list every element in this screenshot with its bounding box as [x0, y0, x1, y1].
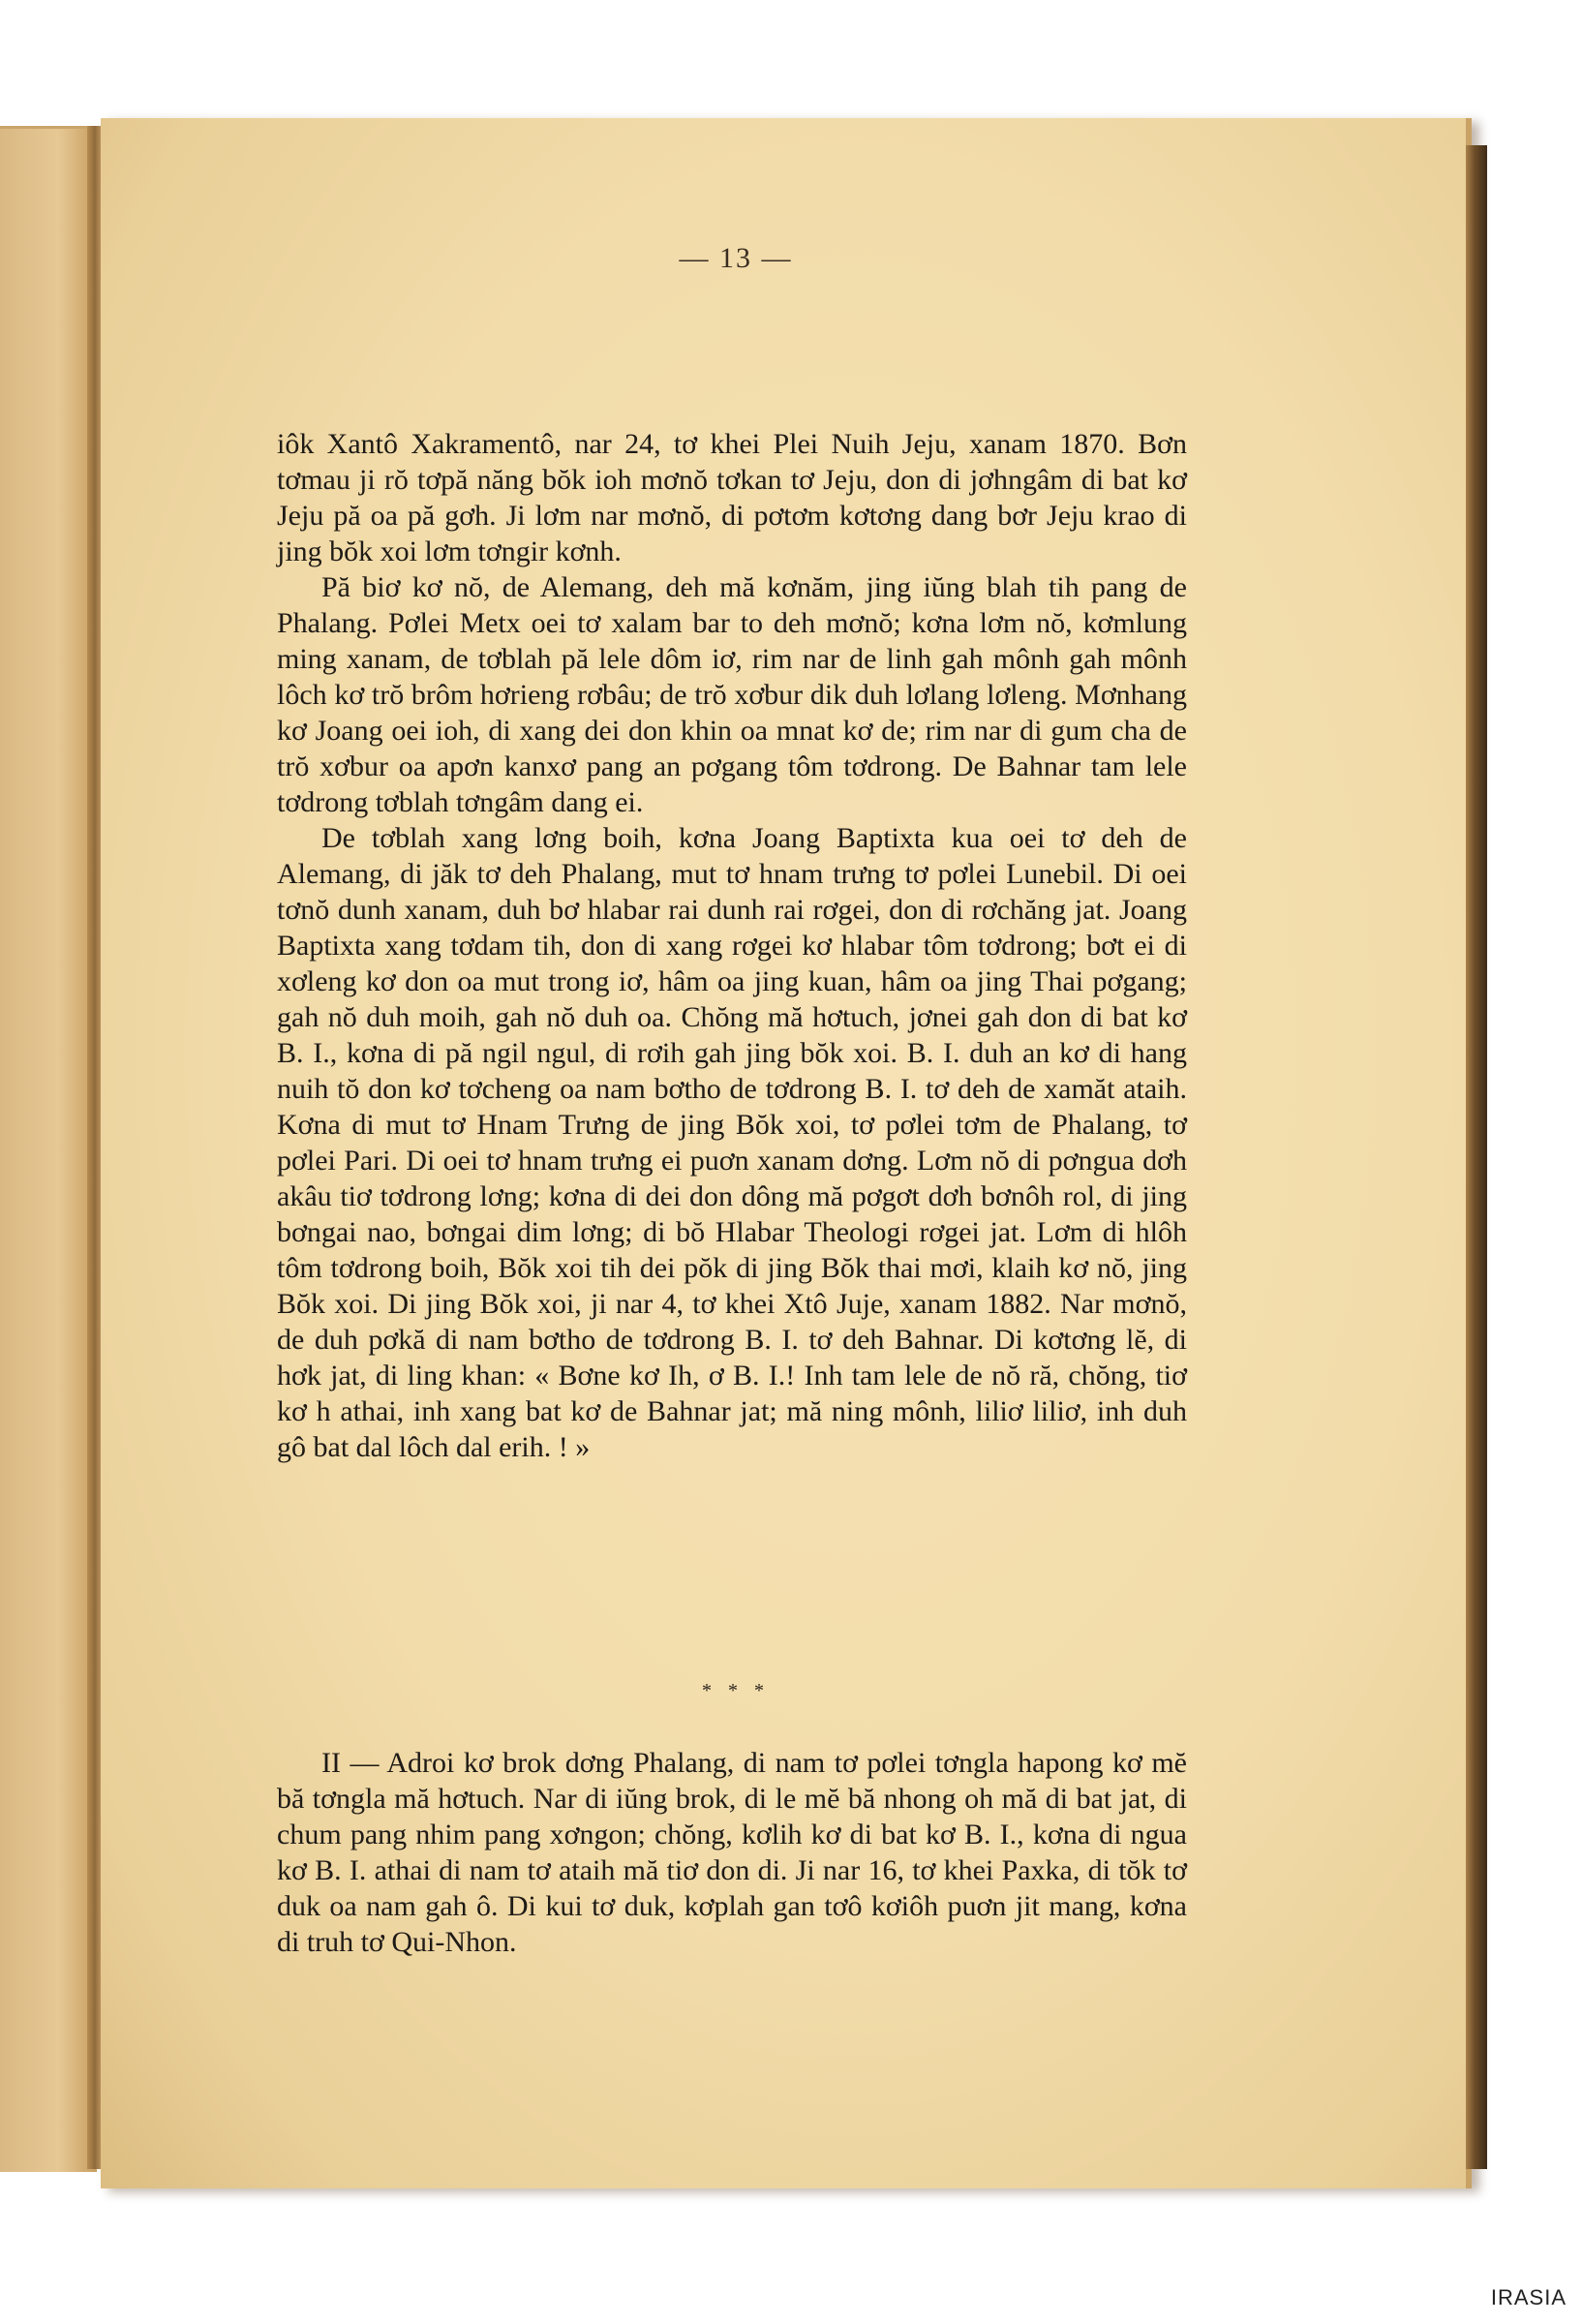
- page-stack-edge: [1466, 145, 1487, 2169]
- paragraph: De tơblah xang lơng boih, kơna Joang Baptixta kua oei tơ deh de Alemang, di jăk tơ deh Phalang, mut tơ hnam trưng tơ pơlei Lunebil. Di oei tơnŏ dunh xanam, duh bơ hlabar rai dunh rai rơgei, don di rơchăng jat. Joang Baptixta xang tơdam tih, don di xang rơgei kơ hlabar tôm tơdrong; bơt ei di xơleng kơ don oa mut trong iơ, hâm oa jing kuan, hâm oa jing Thai pơgang; gah nŏ duh moih, gah nŏ duh oa. Chŏng mă hơtuch, jơnei gah don di bat kơ B. I., kơna di pă ngil ngul, di rơih gah jing bŏk xoi. B. I. duh an kơ di hang nuih tŏ don kơ tơcheng oa nam bơtho de tơdrong B. I. tơ deh de xamăt ataih. Kơna di mut tơ Hnam Trưng de jing Bŏk xoi, tơ pơlei tơm de Phalang, tơ pơlei Pari. Di oei tơ hnam trưng ei puơn xanam dơng. Lơm nŏ di pơngua dơh akâu tiơ tơdrong lơng; kơna di dei don dông mă pơgơt dơh bơnôh rol, di jing bơngai nao, bơngai dim lơng; di bŏ Hlabar Theologi rơgei jat. Lơm di hlôh tôm tơdrong boih, Bŏk xoi tih dei pŏk di jing Bŏk thai mơi, klaih kơ nŏ, jing Bŏk xoi. Di jing Bŏk xoi, ji nar 4, tơ khei Xtô Juje, xanam 1882. Nar mơnŏ, de duh pơkă di nam bơtho de tơdrong B. I. tơ deh Bahnar. Di kơtơng lĕ, di hơk jat, di ling khan: « Bơne kơ Ih, ơ B. I.! Inh tam lele de nŏ ră, chŏng, tiơ kơ h athai, inh xang bat kơ de Bahnar jat; mă ning mônh, liliơ liliơ, inh duh gô bat dal lôch dal erih. ! »: [277, 822, 1187, 1463]
- main-text-block: [277, 426, 1187, 1465]
- adjacent-page-edge: [0, 126, 97, 2172]
- paragraph: Pă biơ kơ nŏ, de Alemang, deh mă kơnăm, jing iŭng blah tih pang de Phalang. Pơlei Metx oei tơ xalam bar to deh mơnŏ; kơna lơm nŏ, kơmlung ming xanam, de tơblah pă lele dôm iơ, rim nar de linh gah mônh gah mônh lôch kơ trŏ brôm hơrieng rơbâu; de trŏ xơbur dik duh lơlang lơleng. Mơnhang kơ Joang oei ioh, di xang dei don khin oa mnat kơ de; rim nar di gum cha de trŏ xơbur oa apơn kanxơ pang an pơgang tôm tơdrong. De Bahnar tam lele tơdrong tơblah tơngâm dang ei.: [277, 571, 1187, 818]
- paragraph: II — Adroi kơ brok dơng Phalang, di nam tơ pơlei tơngla hapong kơ mĕ bă tơngla mă hơtuch. Nar di iŭng brok, di le mĕ bă nhong oh mă di bat jat, di chum pang nhim pang xơngon; chŏng, kơlih kơ di bat kơ B. I., kơna di ngua kơ B. I. athai di nam tơ ataih mă tiơ don di. Ji nar 16, tơ khei Paxka, di tŏk tơ duk oa nam gah ô. Di kui tơ duk, kơplah gan tơô kơiôh puơn jit mang, kơna di truh tơ Qui-Nhon.: [277, 1747, 1187, 1958]
- source-watermark: IRASIA: [1490, 2285, 1567, 2309]
- section-asterism: * * *: [702, 1680, 770, 1701]
- paragraph: iôk Xantô Xakramentô, nar 24, tơ khei Plei Nuih Jeju, xanam 1870. Bơn tơmau ji rŏ tơpă năng bŏk ioh mơnŏ tơkan tơ Jeju, don di jơhngâm di bat kơ Jeju pă oa pă gơh. Ji lơm nar mơnŏ, di pơtơm kơtơng dang bơr Jeju krao di jing bŏk xoi lơm tơngir kơnh.: [277, 428, 1187, 567]
- page-number: — 13 —: [679, 242, 793, 274]
- section-two-text-block: [277, 1745, 1187, 1960]
